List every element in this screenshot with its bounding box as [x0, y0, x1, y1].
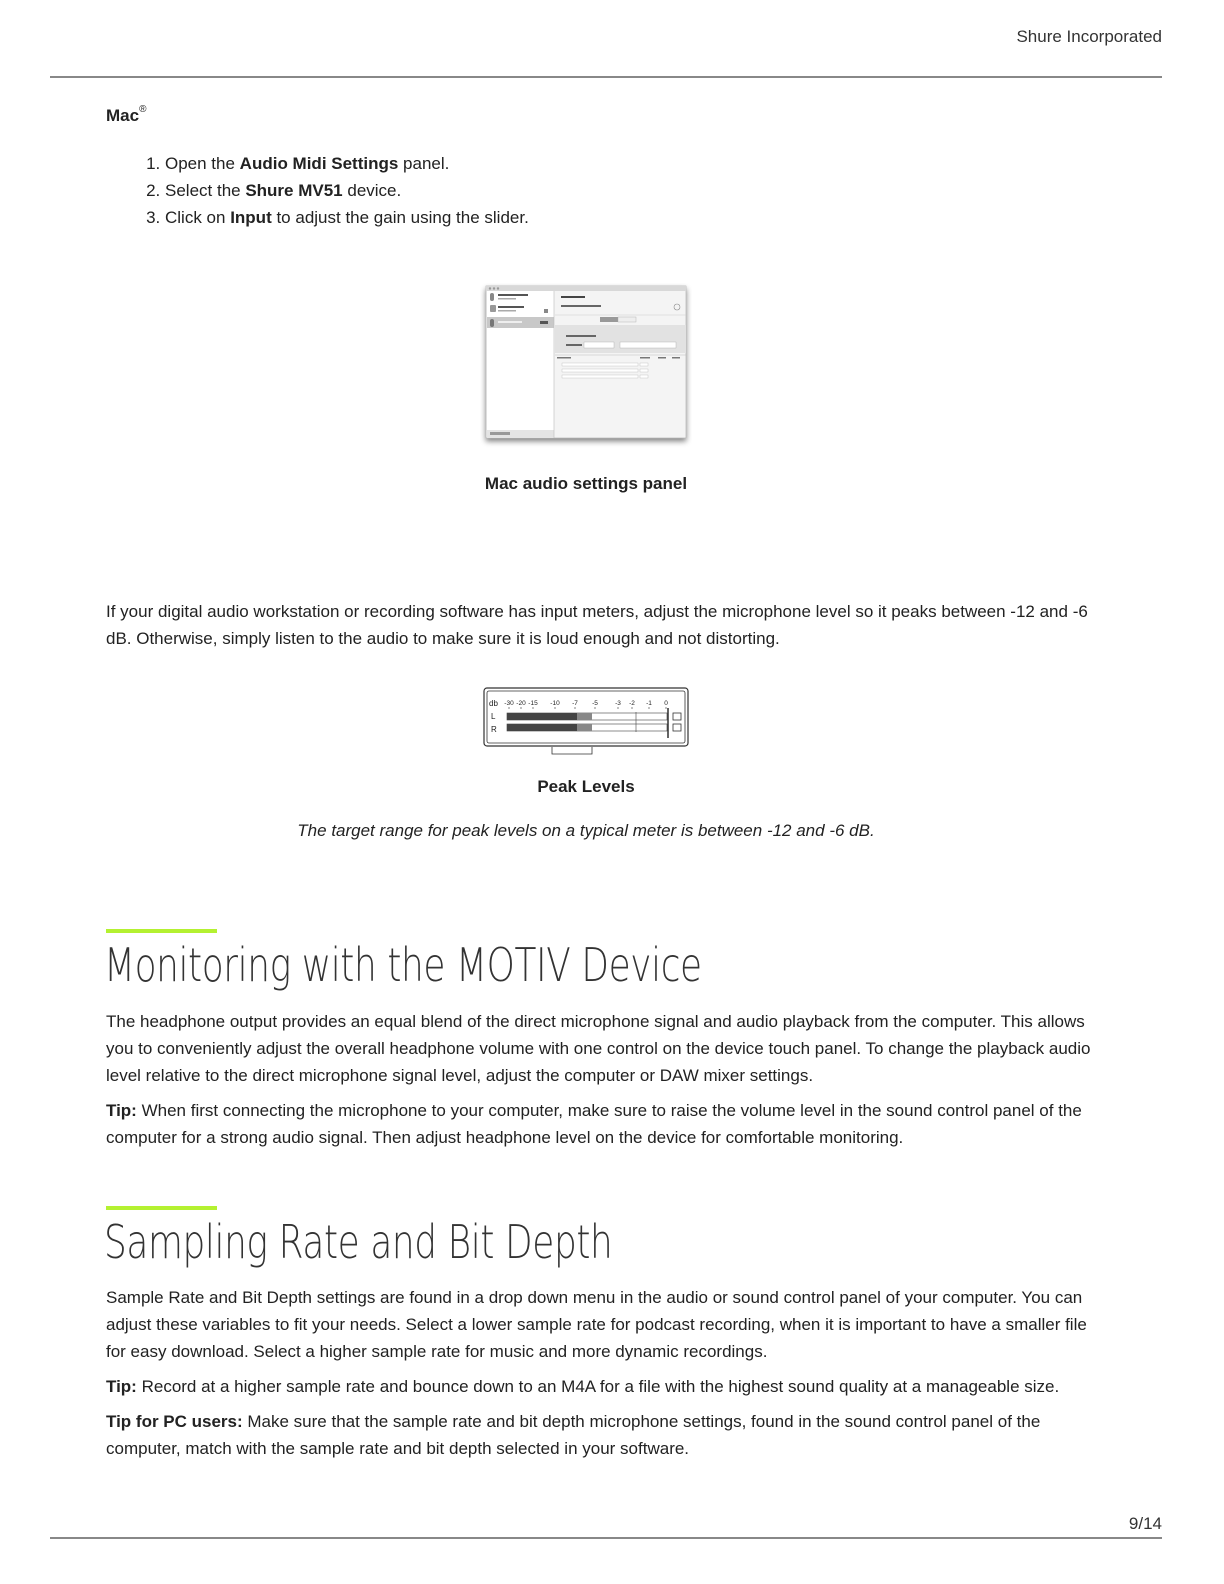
- meter-channel-right: R: [491, 725, 497, 734]
- meter-scale-tick-label: -10: [550, 700, 560, 707]
- step-text: Click on: [165, 208, 231, 227]
- footer-rule: [50, 1537, 1162, 1539]
- tip-label: Tip:: [106, 1377, 137, 1396]
- step-item: [165, 204, 529, 231]
- peak-levels-meter-image: [482, 686, 690, 758]
- step-bold: Shure MV51: [245, 181, 343, 200]
- meter-unit-label: db: [489, 699, 498, 708]
- meter-scale-tick-label: -7: [572, 700, 578, 707]
- sampling-tip: [106, 1373, 1106, 1400]
- meter-scale-tick-label: -2: [629, 700, 635, 707]
- tip-label: Tip:: [106, 1101, 137, 1120]
- step-text: Open the: [165, 154, 240, 173]
- meter-bar-right: [507, 724, 577, 731]
- step-bold: Input: [230, 208, 272, 227]
- meter-scale-tick-label: -15: [528, 700, 538, 707]
- meter-scale-tick-label: -30: [504, 700, 514, 707]
- page-number: 9/14: [1128, 1514, 1162, 1533]
- tip-text: When first connecting the microphone to your computer, make sure to raise the volume level in the sound control panel of the computer for a strong audio signal. Then adjust headphone level on the device for comfortable monitoring.: [106, 1101, 1082, 1147]
- mac-heading: [106, 106, 146, 126]
- peak-levels-note: The target range for peak levels on a typical meter is between -12 and -6 dB.: [297, 821, 875, 840]
- section-accent-bar: [106, 929, 217, 933]
- section-accent-bar: [106, 1206, 217, 1210]
- sampling-body: [106, 1284, 1106, 1470]
- step-text: device.: [342, 181, 402, 200]
- monitoring-body: [106, 1008, 1106, 1159]
- meter-scale-tick-label: -3: [615, 700, 621, 707]
- step-item: [165, 177, 529, 204]
- monitoring-tip: [106, 1097, 1106, 1151]
- header-rule: [50, 76, 1162, 78]
- sampling-section-title: Sampling Rate and Bit Depth: [104, 1215, 613, 1269]
- pc-tip-text: Make sure that the sample rate and bit depth microphone settings, found in the sound control panel of the computer, match with the sample rate and bit depth selected in your software.: [106, 1412, 1041, 1458]
- step-item: [165, 150, 529, 177]
- mac-audio-settings-image: [480, 283, 692, 451]
- step-text: Select the: [165, 181, 246, 200]
- mac-steps-list: [106, 150, 529, 231]
- mac-heading-text: Mac: [106, 106, 140, 125]
- meter-scale-tick-label: -20: [516, 700, 526, 707]
- meter-bar-left: [507, 713, 577, 720]
- meter-channel-left: L: [491, 712, 496, 721]
- step-text: panel.: [398, 154, 450, 173]
- registered-mark: ®: [139, 104, 147, 116]
- sampling-paragraph: Sample Rate and Bit Depth settings are found in a drop down menu in the audio or sound control panel of your computer. You can adjust these variables to fit your needs. Select a lower sample rate for podcast recording, when it is important to have a smaller file for easy download. Select a higher sample rate for music and more dynamic recordings.: [106, 1288, 1087, 1361]
- meter-scale-tick-label: -5: [592, 700, 598, 707]
- meter-scale-tick-label: -1: [646, 700, 652, 707]
- step-bold: Audio Midi Settings: [239, 154, 399, 173]
- step-text: to adjust the gain using the slider.: [271, 208, 529, 227]
- pc-users-tip: [106, 1408, 1106, 1462]
- pc-tip-label: Tip for PC users:: [106, 1412, 243, 1431]
- monitoring-section-title: Monitoring with the MOTIV Device: [104, 938, 702, 992]
- monitoring-paragraph: The headphone output provides an equal blend of the direct microphone signal and audio playback from the computer. This allows you to conveniently adjust the overall headphone volume with one control on the device touch panel. To change the playback audio level relative to the direct microphone signal level, adjust the computer or DAW mixer settings.: [106, 1012, 1091, 1085]
- meter-scale-tick-label: 0: [664, 700, 668, 707]
- tip-text: Record at a higher sample rate and bounce down to an M4A for a file with the highest sound quality at a manageable size.: [136, 1377, 1060, 1396]
- figure-caption-mac: Mac audio settings panel: [484, 474, 688, 493]
- company-name: Shure Incorporated: [1016, 27, 1162, 46]
- meter-bar-left: [577, 713, 592, 720]
- levels-paragraph: If your digital audio workstation or recording software has input meters, adjust the microphone level so it peaks between -12 and -6 dB. Otherwise, simply listen to the audio to make sure it is loud enough and not distorting.: [106, 602, 1088, 648]
- meter-bar-right: [577, 724, 592, 731]
- figure-caption-peak: Peak Levels: [537, 777, 635, 796]
